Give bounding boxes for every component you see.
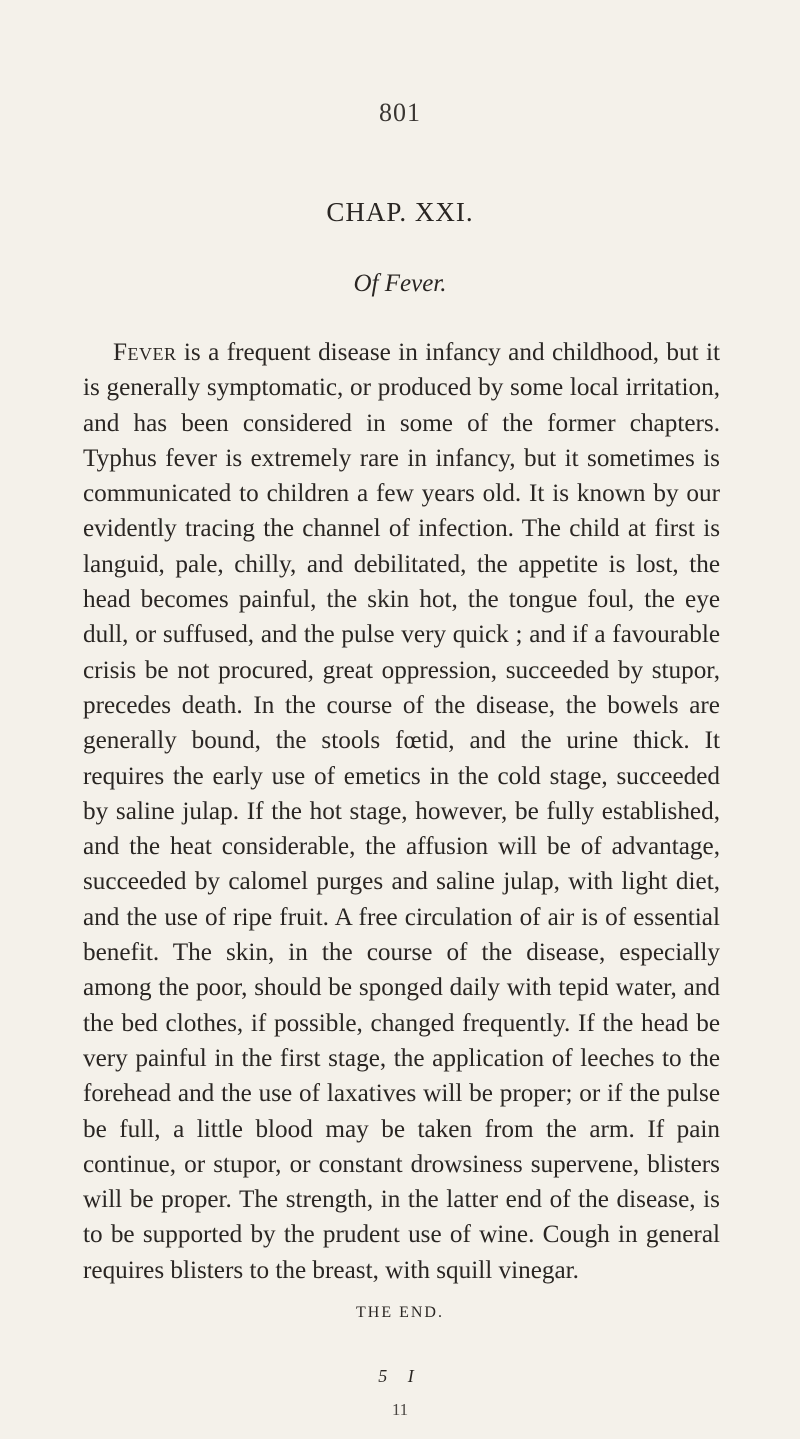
paragraph-text: is a frequent disease in infancy and childhood, but it is generally symptomatic, or produced by some local irritation, and has been considered in some of the former chapters. Typhus fever is extremely rare in infancy, but it sometimes is communicated to children a few years old. It is known by our evidently tracing the channel of infection. The child at first is languid, pale, chilly, and debilitated, the appetite is lost, the head becomes painful, the skin hot, the tongue foul, the eye dull, or suffused, and the pulse very quick ; and if a favourable crisis be not procured, great oppression, succeeded by stupor, precedes death. In the course of the disease, the bowels are generally bound, the stools fœtid, and the urine thick. It requires the early use of emetics in the cold stage, succeeded by saline julap. If the hot stage, however, be fully established, and the heat considerable, the affusion will be of advantage, succeeded by calomel purges and saline julap, with light diet, and the use of ripe fruit. A free circulation of air is of essential benefit. The skin, in the course of the disease, especially among the poor, should be sponged daily with tepid water, and the bed clothes, if possible, changed frequently. If the head be very painful in the first stage, the application of leeches to the forehead and the use of laxatives will be proper; or if the pulse be full, a little blood may be taken from the arm. If pain continue, or stupor, or constant drowsiness supervene, blisters will be proper. The strength, in the latter end of the disease, is to be supported by the prudent use of wine. Cough in general requires blisters to the breast, with squill vinegar. bbox=[83, 339, 720, 1284]
page-number: 801 bbox=[379, 98, 421, 127]
the-end-label: THE END. bbox=[356, 1304, 444, 1321]
lead-word: Fever bbox=[113, 339, 177, 366]
chapter-title: CHAP. XXI. bbox=[326, 197, 474, 227]
body-paragraph bbox=[83, 335, 720, 1288]
catchword: 11 bbox=[391, 1400, 409, 1419]
chapter-subtitle: Of Fever. bbox=[353, 270, 447, 297]
signature-mark: 5 I bbox=[378, 1366, 422, 1386]
